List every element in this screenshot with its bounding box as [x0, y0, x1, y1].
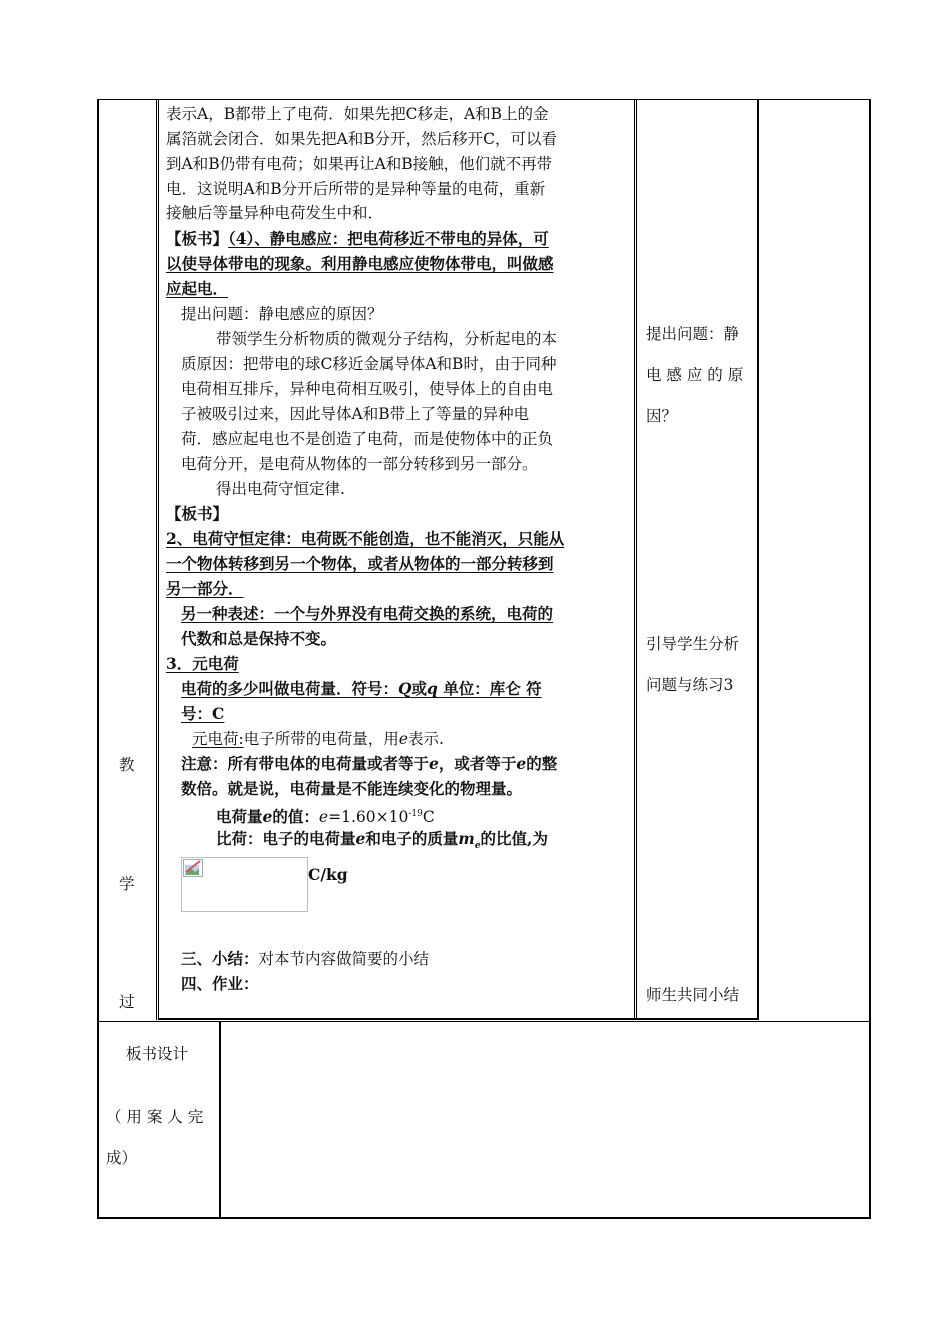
charge-def-text: 电荷的多少叫做电荷量．符号：	[181, 679, 399, 698]
charge-or: 或	[411, 679, 428, 698]
inner-box-bottom	[158, 1018, 758, 1020]
ratio-text-c: 的比值,为	[480, 829, 548, 848]
side-note-1-line-3: 因？	[646, 407, 678, 425]
left-label-char-2: 学	[119, 875, 135, 893]
board-tag-1-label: 【板书】	[166, 229, 229, 248]
side-note-2-line-2: 问题与练习3	[646, 676, 734, 694]
col-divider-2	[634, 99, 635, 1020]
ratio-text-b: 和电子的质量	[365, 829, 459, 848]
charge-definition-line-2: 号：C	[181, 704, 225, 723]
note-text-b: ，或者等于	[438, 754, 517, 773]
table-top-border	[97, 99, 871, 100]
law-line-2: 一个物体转移到另一个物体，或者从物体的一部分转移到	[166, 554, 554, 573]
alt-statement-text-1: 另一种表述：一个与外界没有电荷交换的系统，电荷的	[181, 604, 554, 623]
summary-text: 对本节内容做简要的小结	[258, 950, 430, 968]
note-e2: e	[516, 754, 527, 773]
intro-line-2: 属箔就会闭合．如果先把A和B分开，然后移开C，可以看	[166, 130, 557, 148]
specific-charge-unit: C/kg	[308, 865, 348, 884]
side-note-1-line-1: 提出问题：静	[646, 325, 740, 343]
board1-line-1: （4）、静电感应：把电荷移近不带电的异体，可	[228, 229, 549, 248]
formula-image-placeholder	[181, 857, 308, 912]
analysis-line-4: 子被吸引过来，因此导体A和B带上了等量的异种电	[181, 405, 530, 423]
elem-def-tail: 表示.	[407, 730, 444, 748]
law-line-1: 2、电荷守恒定律：电荷既不能创造，也不能消灭，只能从	[166, 529, 565, 548]
analysis-line-6: 电荷分开，是电荷从物体的一部分转移到另一部分。	[181, 455, 538, 473]
note-e1: e	[429, 754, 439, 773]
specific-charge-line	[216, 827, 548, 858]
elementary-charge-definition	[192, 727, 444, 751]
elem-def-text: 电子所带的电荷量，用	[243, 730, 399, 748]
broken-image-icon	[183, 859, 203, 877]
side-note-3: 师生共同小结	[646, 986, 740, 1004]
board-design-label: 板书设计	[126, 1045, 189, 1063]
ratio-m: m	[458, 829, 475, 848]
board1-line-2: 以使导体带电的现象。利用静电感应使物体带电，叫做感	[166, 254, 554, 273]
table-bottom-border	[97, 1217, 871, 1219]
board-design-sub-1: （ 用 案 人 完	[106, 1108, 204, 1126]
charge-value-line	[216, 802, 435, 829]
charge-unit: 单位：库仑 符	[437, 679, 542, 698]
col-divider-1b	[158, 99, 159, 1020]
ratio-m-sub: e	[474, 841, 481, 852]
elem-def-label: 元电荷:	[192, 730, 244, 748]
question-line: 提出问题：静电感应的原因？	[181, 305, 383, 323]
elementary-charge-title: 3．元电荷	[166, 654, 239, 673]
row-divider	[97, 1021, 871, 1022]
summary-line	[181, 947, 429, 971]
eval-unit: C	[422, 808, 435, 827]
charge-symbol-q: q	[427, 679, 438, 698]
elem-def-e: e	[398, 730, 408, 748]
board-design-sub-2: 成）	[106, 1149, 138, 1167]
charge-symbol-Q: Q	[398, 679, 412, 698]
summary-tag: 三、小结：	[181, 949, 259, 968]
intro-line-1: 表示A，B都带上了电荷．如果先把C移走，A和B上的金	[166, 105, 549, 123]
note-text-c: 的整	[526, 754, 558, 773]
col-divider-3	[757, 99, 759, 1020]
col-divider-1	[156, 99, 157, 1020]
side-note-2-line-1: 引导学生分析	[646, 635, 740, 653]
left-label-char-1: 教	[119, 756, 135, 774]
board-tag-1	[166, 227, 549, 251]
alt-statement-line-2: 代数和总是保持不变。	[181, 629, 337, 648]
side-note-1-line-2: 电 感 应 的 原	[646, 366, 744, 384]
eval-number: =1.60×10	[328, 808, 409, 827]
note-text-a: 注意：所有带电体的电荷量或者等于	[181, 754, 430, 773]
board-tag-2: 【板书】	[166, 504, 229, 523]
eval-e2: e	[318, 808, 329, 827]
analysis-line-2: 质原因：把带电的球C移近金属导体A和B时，由于同种	[181, 355, 557, 373]
note-line-1	[181, 752, 557, 776]
eval-text-b: 的值：	[272, 807, 319, 827]
intro-line-4: 电．这说明A和B分开后所带的是异种等量的电荷，重新	[166, 180, 546, 198]
charge-definition-line-1	[181, 677, 542, 701]
intro-line-5: 接触后等量异种电荷发生中和．	[166, 204, 384, 222]
ratio-text-a: 比荷：电子的电荷量	[216, 829, 356, 848]
table-left-border	[97, 99, 99, 1219]
eval-text-a: 电荷量	[216, 807, 263, 827]
col-divider-2b	[636, 99, 637, 1020]
bottom-col-divider	[219, 1021, 221, 1219]
intro-line-3: 到A和B仍带有电荷；如果再让A和B接触，他们就不再带	[166, 155, 553, 173]
note-line-2: 数倍。就是说，电荷量是不能连续变化的物理量。	[181, 779, 523, 798]
eval-exponent: -19	[408, 809, 423, 819]
law-line-3: 另一部分．	[166, 579, 244, 598]
board1-line-3: 应起电．	[166, 279, 229, 298]
table-right-border	[869, 99, 871, 1219]
homework-line: 四、作业：	[181, 974, 259, 993]
analysis-line-3: 电荷相互排斥，异种电荷相互吸引，使导体上的自由电	[181, 380, 554, 398]
left-label-char-3: 过	[119, 993, 135, 1011]
ratio-e: e	[355, 829, 366, 848]
alt-statement-line-1	[181, 602, 553, 626]
analysis-line-1: 带领学生分析物质的微观分子结构，分析起电的本	[216, 330, 558, 348]
analysis-line-5: 荷．感应起电也不是创造了电荷，而是使物体中的正负	[181, 430, 554, 448]
conclusion-line: 得出电荷守恒定律.	[216, 480, 345, 498]
eval-e: e	[262, 807, 273, 827]
